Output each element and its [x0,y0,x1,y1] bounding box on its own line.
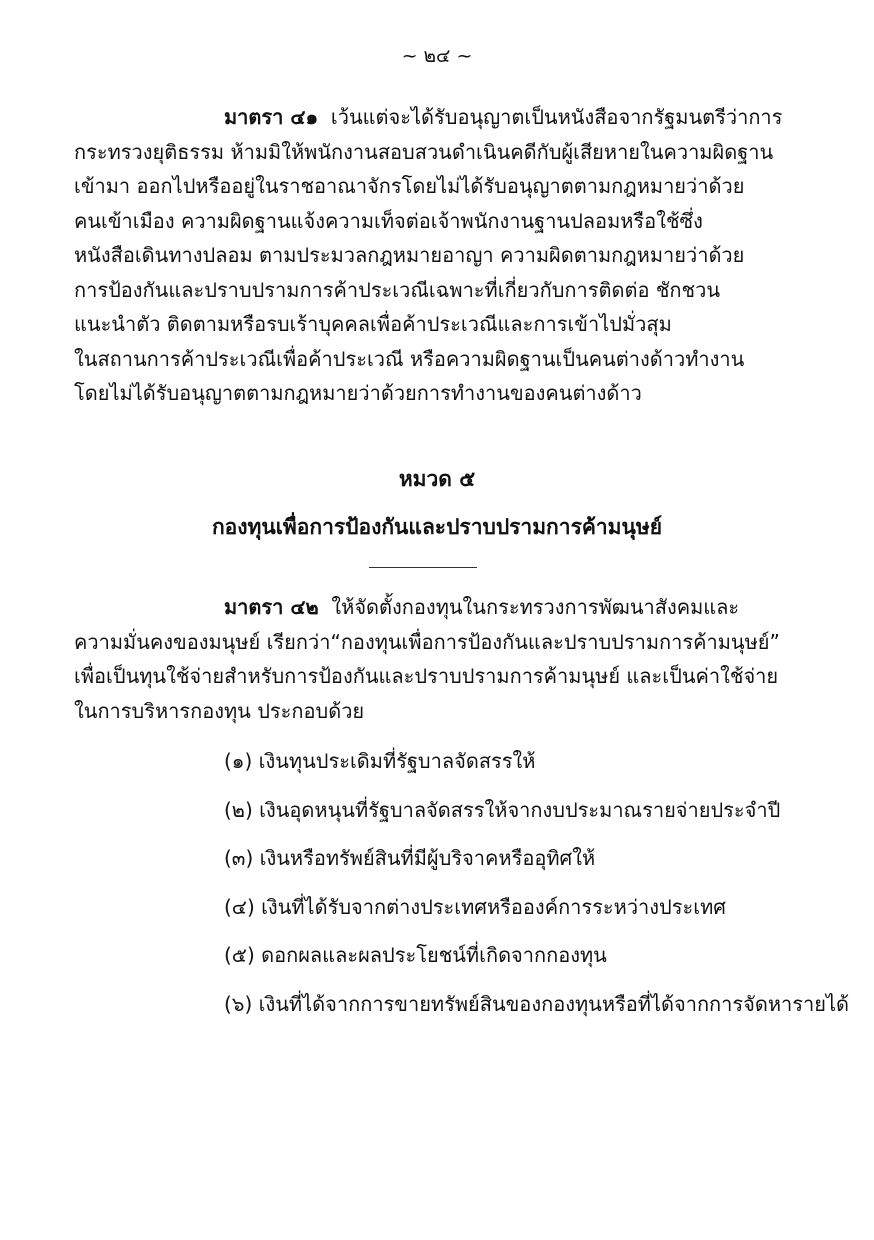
list-item [224,939,824,988]
section-41-line: หนังสือเดินทางปลอม ตามประมวลกฎหมายอาญา ความผิดตามกฎหมายว่าด้วย [74,243,745,267]
section-41-line: เข้ามา ออกไปหรืออยู่ในราชอาณาจักรโดยไม่ได้รับอนุญาตตามกฎหมายว่าด้วย [74,174,745,198]
section-42-line: ความมั่นคงของมนุษย์ เรียกว่า“กองทุนเพื่อการป้องกันและปราบปรามการค้ามนุษย์” [74,629,780,654]
list-item-text: (๓) เงินหรือทรัพย์สินที่มีผู้บริจาคหรืออุทิศให้ [224,846,596,870]
section-41 [74,100,800,411]
section-41-line: ในสถานการค้าประเวณีเพื่อค้าประเวณี หรือความผิดฐานเป็นคนต่างด้าวทำงาน [74,346,745,371]
section-41-line [74,100,800,135]
section-42-line: ในการบริหารกองทุน ประกอบด้วย [74,698,365,723]
list-item [224,891,824,940]
list-item [224,988,849,1037]
section-42-text: ให้จัดตั้งกองทุนในกระทรวงการพัฒนาสังคมและ [331,595,740,619]
section-41-line: แนะนำตัว ติดตามหรือรบเร้าบุคคลเพื่อค้าประเวณีและการเข้าไปมั่วสุม [74,312,672,336]
section-42-label: มาตรา ๔๒ [224,595,319,619]
list-item-text: (๑) เงินทุนประเดิมที่รัฐบาลจัดสรรให้ [224,749,536,773]
section-41-label: มาตรา ๔๑ [224,105,319,129]
chapter-number: หมวด ๕ [398,467,476,491]
fund-sources-list [224,745,849,1036]
section-41-line: คนเข้าเมือง ความผิดฐานแจ้งความเท็จต่อเจ้าพนักงานฐานปลอมหรือใช้ซึ่ง [74,208,703,233]
section-41-line: กระทรวงยุติธรรม ห้ามมิให้พนักงานสอบสวนดำเนินคดีกับผู้เสียหายในความผิดฐาน [74,139,774,164]
list-item-text: (๔) เงินที่ได้รับจากต่างประเทศหรือองค์การระหว่างประเทศ [224,894,726,919]
list-item [224,745,824,794]
section-41-text: เว้นแต่จะได้รับอนุญาตเป็นหนังสือจากรัฐมนตรีว่าการ [330,105,783,129]
page-number: ~ ๒๔ ~ [401,45,473,67]
section-42-line: เพื่อเป็นทุนใช้จ่ายสำหรับการป้องกันและปราบปรามการค้ามนุษย์ และเป็นค่าใช้จ่าย [74,664,779,688]
section-42 [74,590,800,728]
list-item-text: (๒) เงินอุดหนุนที่รัฐบาลจัดสรรให้จากงบประมาณรายจ่ายประจำปี [224,797,781,822]
section-41-line: โดยไม่ได้รับอนุญาตตามกฎหมายว่าด้วยการทำงานของคนต่างด้าว [74,381,642,405]
list-item-text: (๕) ดอกผลและผลประโยชน์ที่เกิดจากกองทุน [224,943,607,967]
section-42-line [74,590,800,625]
chapter-title: กองทุนเพื่อการป้องกันและปราบปรามการค้ามนุษย์ [211,515,663,539]
list-item [224,794,824,843]
divider [369,567,477,568]
list-item [224,842,824,891]
section-41-line: การป้องกันและปราบปรามการค้าประเวณีเฉพาะที่เกี่ยวกับการติดต่อ ชักชวน [74,277,721,302]
list-item-text: (๖) เงินที่ได้จากการขายทรัพย์สินของกองทุนหรือที่ได้จากการจัดหารายได้ [224,991,849,1016]
